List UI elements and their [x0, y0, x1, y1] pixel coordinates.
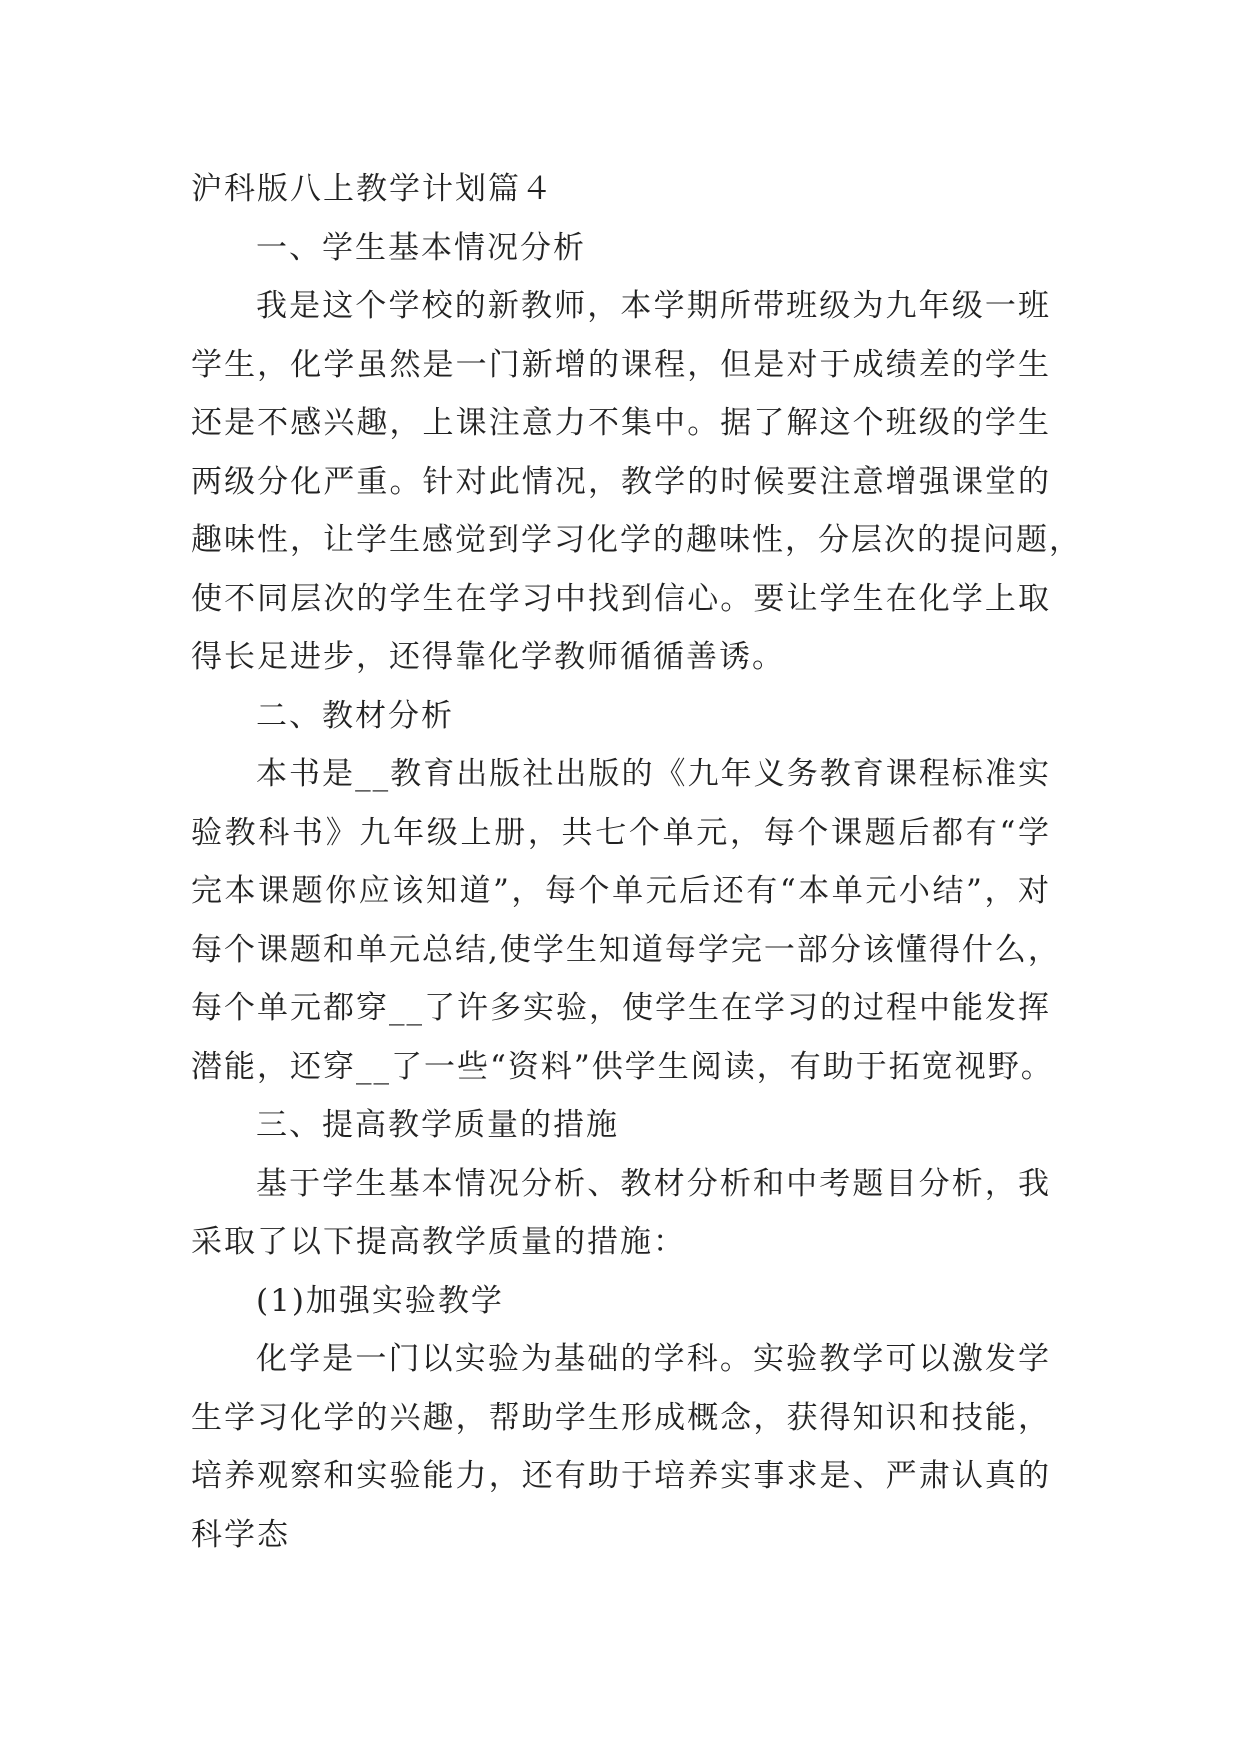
text-line: 二、教材分析 [256, 697, 454, 734]
text-line: 趣味性，让学生感觉到学习化学的趣味性，分层次的提问题， [191, 522, 1082, 558]
text-line: 潜能，还穿__了一些“资料”供学生阅读，有助于拓宽视野。 [191, 1048, 1054, 1085]
text-line: 两级分化严重。针对此情况，教学的时候要注意增强课堂的 [191, 463, 1051, 500]
text-line: 采取了以下提高教学质量的措施： [191, 1224, 686, 1260]
text-line: 本书是__教育出版社出版的《九年义务教育课程标准实 [256, 756, 1051, 792]
document-page [191, 160, 1082, 1564]
text-line: 化学是一门以实验为基础的学科。实验教学可以激发学 [256, 1341, 1051, 1377]
text-line: 基于学生基本情况分析、教材分析和中考题目分析，我 [256, 1165, 1051, 1202]
text-line: 我是这个学校的新教师，本学期所带班级为九年级一班 [256, 288, 1051, 324]
text-line: 验教科书》九年级上册，共七个单元，每个课题后都有“学 [191, 814, 1051, 851]
document-body [191, 219, 1082, 1565]
text-line: 三、提高教学质量的措施 [256, 1107, 619, 1143]
document-title: 沪科版八上教学计划篇４ [191, 171, 554, 207]
text-line: 每个课题和单元总结,使学生知道每学完一部分该懂得什么， [191, 931, 1061, 968]
text-line: 每个单元都穿__了许多实验，使学生在学习的过程中能发挥 [191, 990, 1051, 1026]
text-line: 学生，化学虽然是一门新增的课程，但是对于成绩差的学生 [191, 346, 1051, 383]
text-line: 完本课题你应该知道”，每个单元后还有“本单元小结”，对 [191, 873, 1051, 909]
text-line: 科学态 [191, 1516, 290, 1553]
text-line: 使不同层次的学生在学习中找到信心。要让学生在化学上取 [191, 580, 1051, 617]
text-line: 培养观察和实验能力，还有助于培养实事求是、严肃认真的 [191, 1458, 1051, 1494]
text-line: 一、学生基本情况分析 [256, 229, 586, 266]
text-line: 得长足进步，还得靠化学教师循循善诱。 [191, 639, 785, 675]
text-line: 生学习化学的兴趣，帮助学生形成概念，获得知识和技能， [191, 1399, 1051, 1436]
text-line: (1)加强实验教学 [256, 1282, 504, 1319]
text-line: 还是不感兴趣，上课注意力不集中。据了解这个班级的学生 [191, 405, 1051, 441]
